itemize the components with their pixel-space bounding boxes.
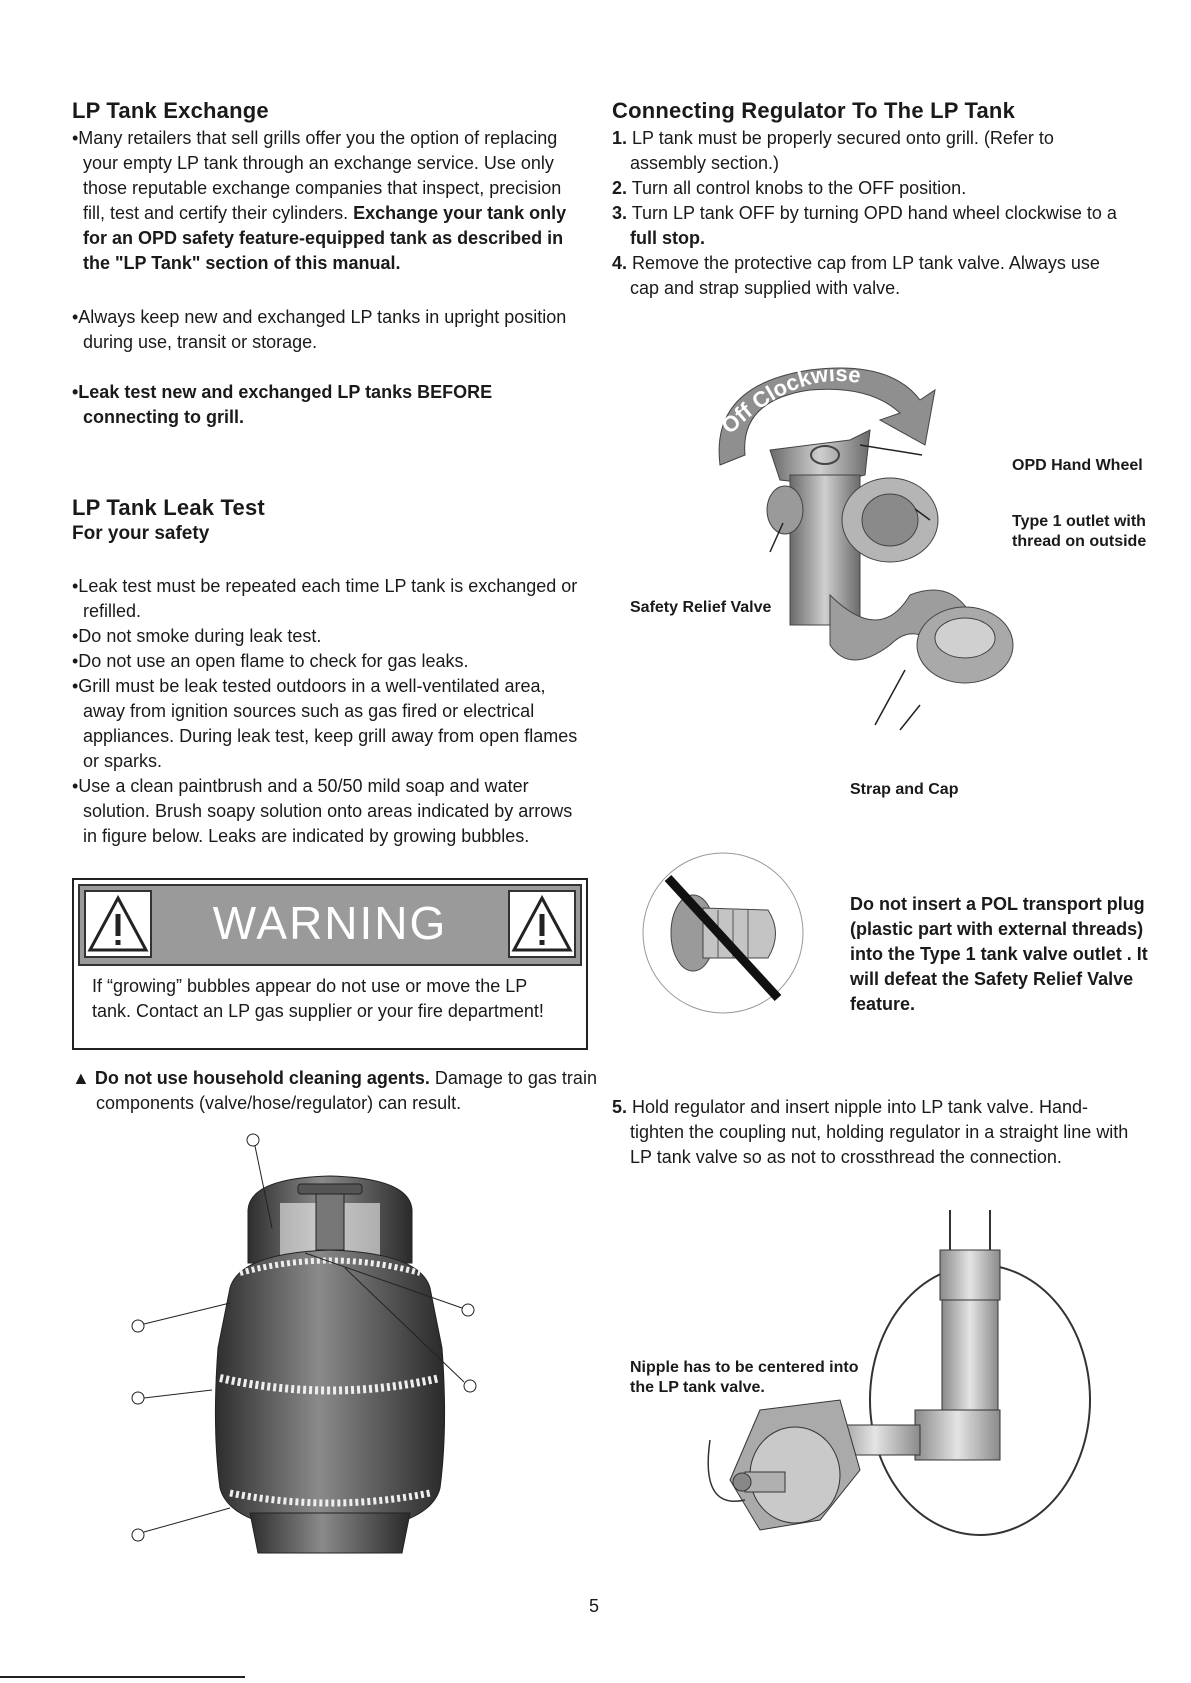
- leak-list: [72, 574, 587, 849]
- leak-subtitle: For your safety: [72, 523, 210, 544]
- pol-warning-text: Do not insert a POL transport plug (plastic part with external threads) into the Type 1 tank valve outlet . It will defeat the Safety Relief Valve feature.: [850, 894, 1148, 1014]
- caution-text: Damage to gas train components (valve/hose/regulator) can result.: [96, 1068, 597, 1113]
- step-item: [612, 176, 1132, 201]
- exchange-p1-text: •Many retailers that sell grills offer you the option of replacing your empty LP tank through an exchange service. Use only those reputable exchange companies that inspect, precision fill, test and certify their cylinders.: [72, 128, 562, 223]
- steps-list: [612, 126, 1132, 301]
- regulator-illustration: [700, 1210, 1120, 1620]
- exchange-p1-bold: Exchange your tank only for an OPD safety feature-equipped tank as described in the "LP Tank" section of this manual.: [83, 203, 567, 273]
- label-strap-and-cap: Strap and Cap: [850, 781, 959, 798]
- step-number: 3.: [612, 203, 628, 223]
- step-number: 5.: [612, 1097, 628, 1117]
- warning-box: [72, 878, 588, 1050]
- label-nipple-centered: Nipple has to be centered into the LP tank valve.: [630, 1359, 859, 1396]
- caution-triangle-icon: ▲: [72, 1068, 95, 1088]
- caution-bold: Do not use household cleaning agents.: [94, 1068, 430, 1088]
- page-number: 5: [589, 1596, 600, 1616]
- leak-item: •Do not use an open flame to check for gas leaks.: [72, 651, 469, 671]
- step-item: [612, 126, 1132, 176]
- label-opd-hand-wheel: OPD Hand Wheel: [1012, 457, 1143, 474]
- step-text: Hold regulator and insert nipple into LP tank valve. Hand-tighten the coupling nut, holding regulator in a straight line with LP tank valve so as not to crossthread the connection.: [630, 1097, 1129, 1167]
- exchange-paragraph-1: [72, 126, 583, 276]
- step-text: Remove the protective cap from LP tank valve. Always use cap and strap supplied with valve.: [630, 253, 1100, 298]
- fig1-arc-text: Off Clockwise: [716, 360, 863, 439]
- leak-item: •Leak test must be repeated each time LP tank is exchanged or refilled.: [72, 576, 578, 621]
- step-text: LP tank must be properly secured onto grill. (Refer to assembly section.): [630, 128, 1054, 173]
- step-item: [612, 201, 1132, 251]
- lp-tank-illustration: [130, 1128, 530, 1568]
- section-title-lp-tank-exchange: LP Tank Exchange: [72, 98, 269, 123]
- exchange-paragraph-2: •Always keep new and exchanged LP tanks in upright position during use, transit or storage.: [72, 307, 567, 352]
- leak-item: •Use a clean paintbrush and a 50/50 mild soap and water solution. Brush soapy solution onto areas indicated by arrows in figure below. Leaks are indicated by growing bubbles.: [72, 776, 573, 846]
- step-number: 1.: [612, 128, 628, 148]
- label-safety-relief-valve: Safety Relief Valve: [630, 599, 772, 616]
- step-bold: full stop.: [630, 228, 705, 248]
- step-text: Turn LP tank OFF by turning OPD hand wheel clockwise to a: [631, 203, 1117, 223]
- step-number: 4.: [612, 253, 628, 273]
- label-type1-outlet: Type 1 outlet with thread on outside: [1012, 513, 1147, 550]
- warning-text: If “growing” bubbles appear do not use or move the LP tank. Contact an LP gas supplier or your fire department!: [92, 976, 544, 1021]
- section-title-connecting-regulator: Connecting Regulator To The LP Tank: [612, 98, 1016, 123]
- warning-bar: [78, 884, 582, 966]
- step-item: [612, 251, 1132, 301]
- step-number: 2.: [612, 178, 628, 198]
- leak-item: •Grill must be leak tested outdoors in a well-ventilated area, away from ignition sources such as gas fired or electrical appliances. During leak test, keep grill away from open flames or sparks.: [72, 676, 578, 771]
- pol-plug-prohibited-illustration: [638, 848, 808, 1018]
- section-title-leak-test: LP Tank Leak Test: [72, 495, 265, 520]
- caution-note: [72, 1066, 616, 1116]
- warning-word: WARNING: [212, 897, 448, 949]
- warning-triangle-icon: [508, 890, 576, 958]
- footer-rule: [0, 1676, 245, 1678]
- exchange-paragraph-3: •Leak test new and exchanged LP tanks BEFORE connecting to grill.: [72, 382, 493, 427]
- leak-item: •Do not smoke during leak test.: [72, 626, 322, 646]
- step-text: Turn all control knobs to the OFF position.: [631, 178, 967, 198]
- tank-valve-illustration: [620, 345, 1180, 775]
- step-5: [612, 1095, 1140, 1170]
